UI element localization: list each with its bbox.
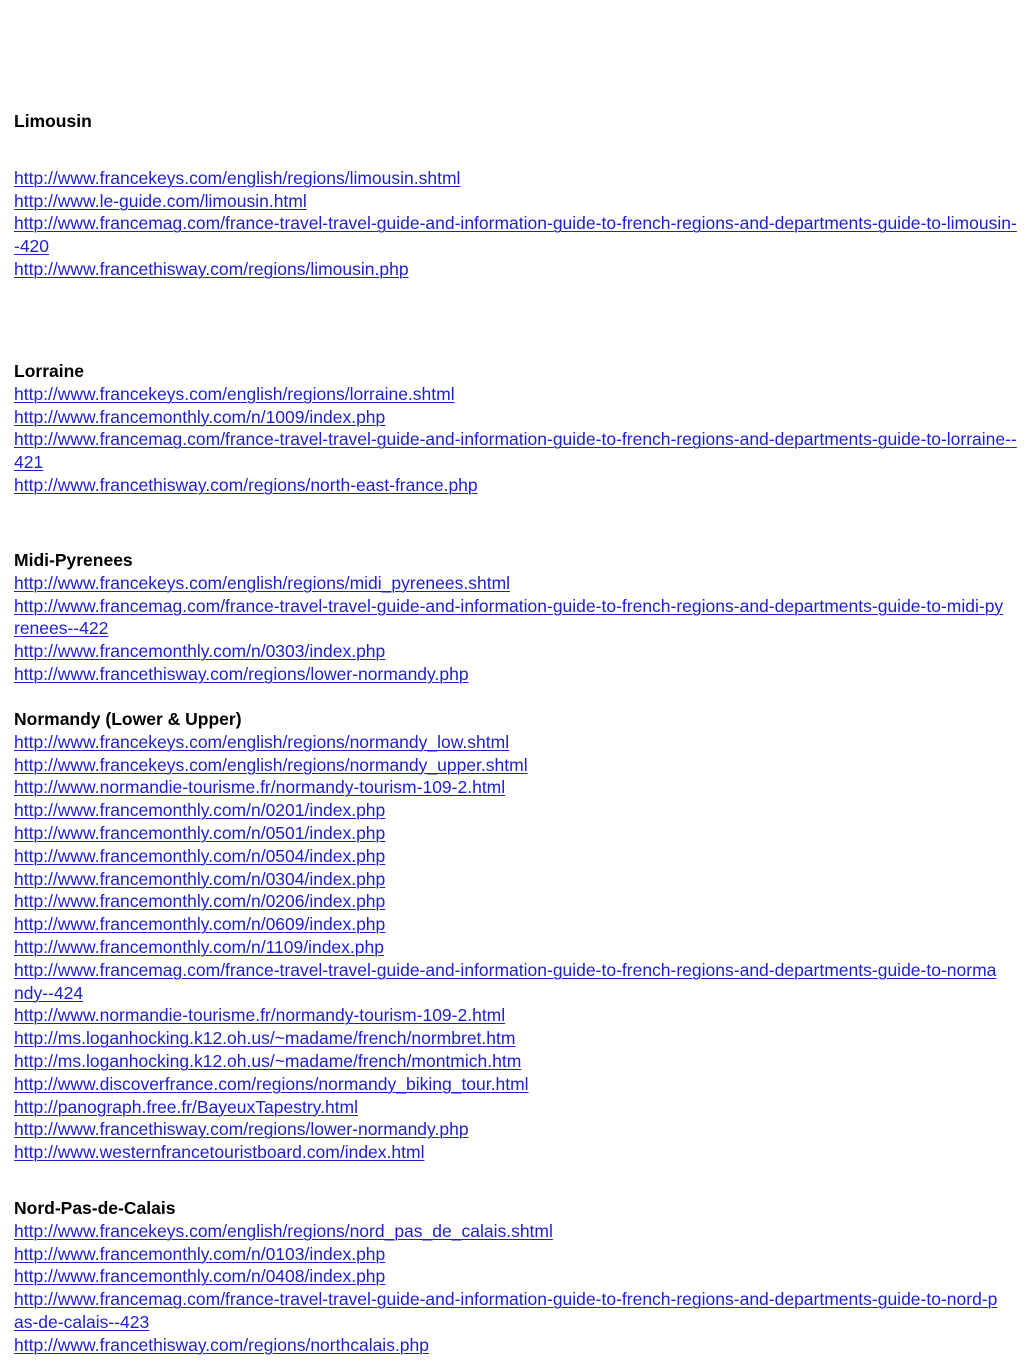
section-heading: Limousin — [14, 111, 92, 131]
link[interactable]: http://www.francemonthly.com/n/0103/index.php — [14, 1243, 386, 1264]
link[interactable]: http://www.francekeys.com/english/regions/nord_pas_de_calais.shtml — [14, 1220, 553, 1241]
link[interactable]: http://www.francemag.com/france-travel-travel-guide-and-information-guide-to-french-regions-and-departments-guide-to-limousin--420 — [14, 213, 1017, 257]
link[interactable]: http://www.francemonthly.com/n/0206/index.php — [14, 891, 386, 912]
section-heading: Normandy (Lower & Upper) — [14, 709, 242, 729]
link[interactable]: http://www.francemonthly.com/n/1109/index.php — [14, 936, 384, 957]
link[interactable]: http://www.discoverfrance.com/regions/normandy_biking_tour.html — [14, 1073, 529, 1094]
link[interactable]: http://www.westernfrancetouristboard.com/index.html — [14, 1142, 425, 1163]
link[interactable]: http://www.francekeys.com/english/regions/midi_pyrenees.shtml — [14, 572, 511, 593]
link[interactable]: http://www.le-guide.com/limousin.html — [14, 190, 307, 211]
link[interactable]: http://www.francethisway.com/regions/limousin.php — [14, 258, 409, 279]
section-heading: Midi-Pyrenees — [14, 550, 133, 570]
link[interactable]: http://www.francemonthly.com/n/0303/index.php — [14, 641, 386, 662]
link[interactable]: http://www.francemonthly.com/n/0408/index.php — [14, 1266, 386, 1287]
link[interactable]: http://www.francethisway.com/regions/north-east-france.php — [14, 474, 478, 495]
section-lorraine — [14, 360, 1022, 497]
section-heading: Nord-Pas-de-Calais — [14, 1198, 176, 1218]
link[interactable]: http://www.francethisway.com/regions/lower-normandy.php — [14, 1119, 469, 1140]
link[interactable]: http://www.francemonthly.com/n/1009/index.php — [14, 406, 386, 427]
link[interactable]: http://www.normandie-tourisme.fr/normandy-tourism-109-2.html — [14, 1005, 506, 1026]
link[interactable]: http://www.francemag.com/france-travel-travel-guide-and-information-guide-to-french-regions-and-departments-guide-to-normandy--424 — [14, 959, 997, 1003]
link[interactable]: http://www.francemonthly.com/n/0201/index.php — [14, 800, 386, 821]
link[interactable]: http://www.francethisway.com/regions/northcalais.php — [14, 1334, 430, 1355]
link[interactable]: http://www.francemag.com/france-travel-travel-guide-and-information-guide-to-french-regions-and-departments-guide-to-midi-pyrenees--422 — [14, 595, 1004, 639]
link[interactable]: http://ms.loganhocking.k12.oh.us/~madame/french/normbret.htm — [14, 1028, 516, 1049]
section-normandy — [14, 708, 1022, 1164]
link[interactable]: http://www.francekeys.com/english/regions/normandy_low.shtml — [14, 731, 510, 752]
link[interactable]: http://www.normandie-tourisme.fr/normandy-tourism-109-2.html — [14, 777, 506, 798]
link[interactable]: http://panograph.free.fr/BayeuxTapestry.html — [14, 1096, 359, 1117]
link[interactable]: http://www.francekeys.com/english/regions/normandy_upper.shtml — [14, 754, 528, 775]
section-midi-pyrenees — [14, 549, 1022, 686]
link[interactable]: http://www.francemonthly.com/n/0501/index.php — [14, 822, 386, 843]
link[interactable]: http://www.francemonthly.com/n/0609/index.php — [14, 914, 386, 935]
link[interactable]: http://www.francekeys.com/english/regions/lorraine.shtml — [14, 383, 455, 404]
section-nord-pas-de-calais — [14, 1197, 1022, 1357]
link[interactable]: http://www.francemonthly.com/n/0504/index.php — [14, 845, 386, 866]
link[interactable]: http://www.francekeys.com/english/regions/limousin.shtml — [14, 167, 461, 188]
link[interactable]: http://www.francethisway.com/regions/lower-normandy.php — [14, 663, 469, 684]
link[interactable]: http://www.francemag.com/france-travel-travel-guide-and-information-guide-to-french-regions-and-departments-guide-to-nord-pas-de-calais--423 — [14, 1289, 998, 1332]
link[interactable]: http://www.francemonthly.com/n/0304/index.php — [14, 868, 386, 889]
section-heading: Lorraine — [14, 361, 85, 381]
link[interactable]: http://ms.loganhocking.k12.oh.us/~madame/french/montmich.htm — [14, 1050, 522, 1071]
spacer — [14, 133, 1022, 167]
link[interactable]: http://www.francemag.com/france-travel-travel-guide-and-information-guide-to-french-regions-and-departments-guide-to-lorraine--421 — [14, 429, 1017, 473]
section-limousin — [14, 110, 1022, 281]
